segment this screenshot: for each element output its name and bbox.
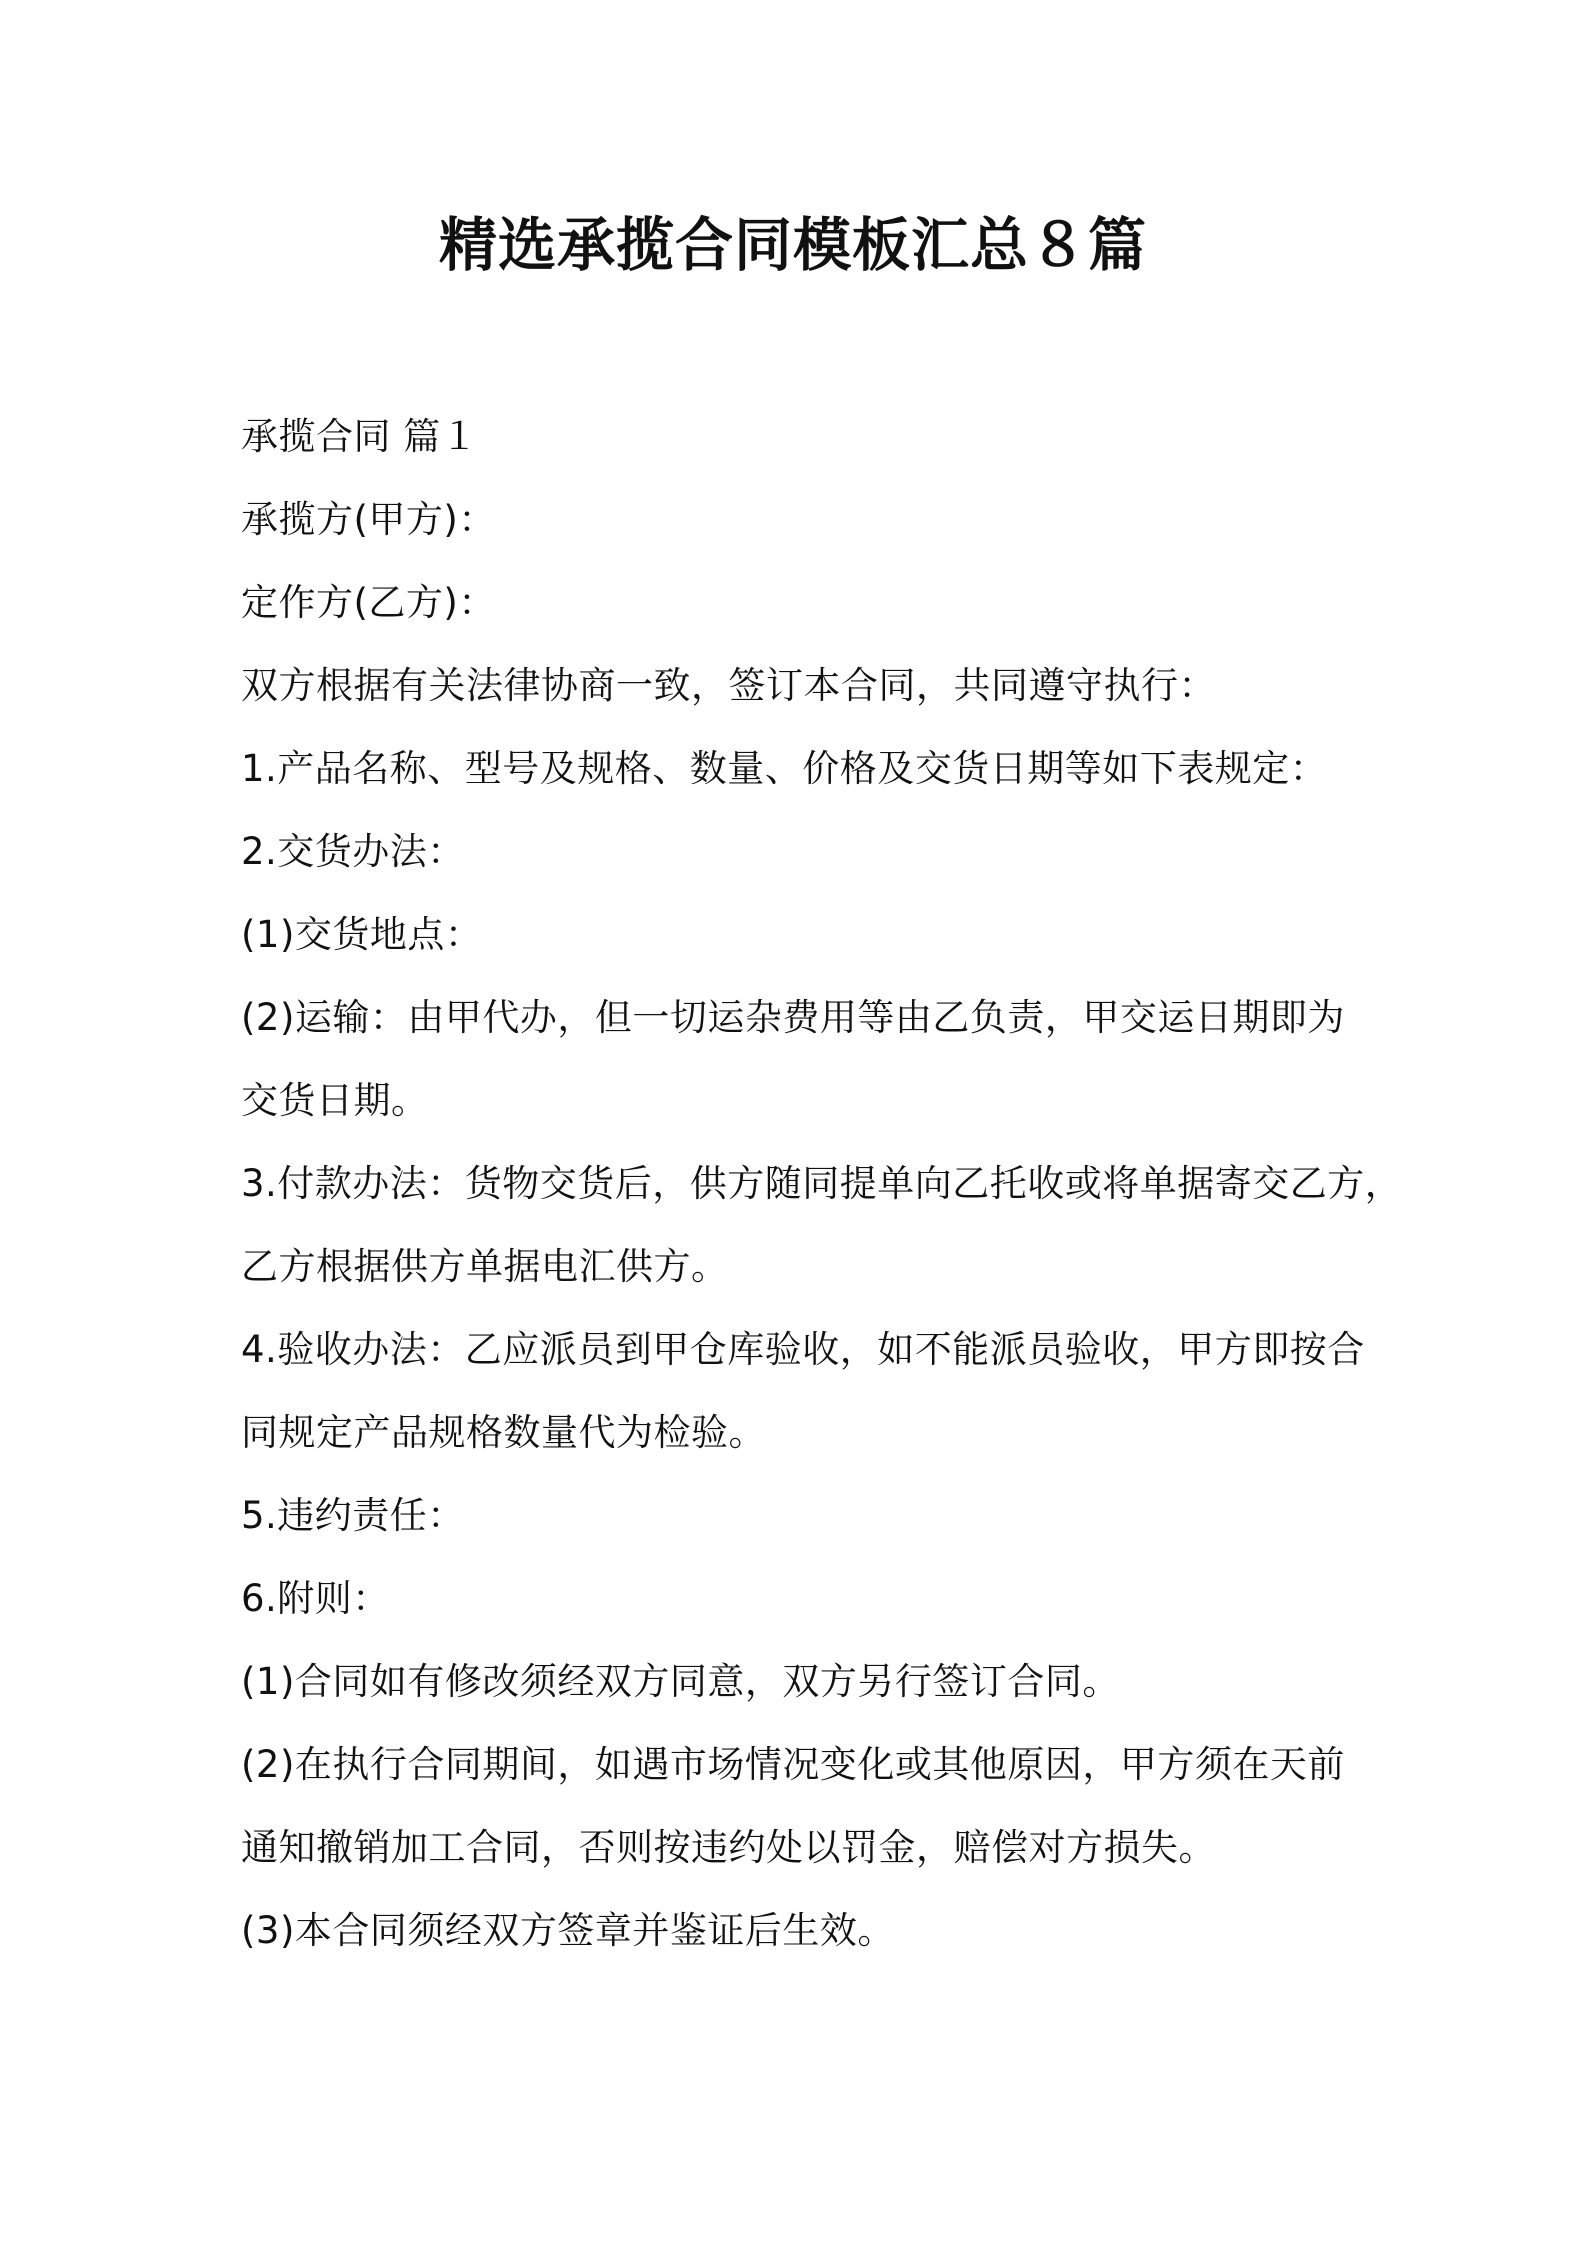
document-body [241, 395, 1403, 1972]
text-line-clause-5: 5.违约责任： [241, 1494, 465, 1537]
text-line-clause-2-2-cont: 交货日期。 [241, 1079, 429, 1122]
document-title: 精选承揽合同模板汇总８篇 [438, 211, 1147, 279]
text-line-clause-4: 4.验收办法：乙应派员到甲仓库验收，如不能派员验收，甲方即按合 [241, 1328, 1365, 1371]
text-line-clause-3: 3.付款办法：货物交货后，供方随同提单向乙托收或将单据寄交乙方， [241, 1162, 1403, 1205]
text-line-clause-2-1: (1)交货地点： [241, 913, 483, 956]
text-line-clause-3-cont: 乙方根据供方单据电汇供方。 [241, 1245, 729, 1288]
text-line-clause-6: 6.附则： [241, 1577, 390, 1620]
text-line-party-b: 定作方(乙方)： [241, 581, 496, 624]
text-line-clause-6-2: (2)在执行合同期间，如遇市场情况变化或其他原因，甲方须在天前 [241, 1743, 1345, 1786]
text-line-clause-6-3: (3)本合同须经双方签章并鉴证后生效。 [241, 1909, 895, 1952]
text-line-clause-6-1: (1)合同如有修改须经双方同意，双方另行签订合同。 [241, 1660, 1120, 1703]
text-line-clause-6-2-cont: 通知撤销加工合同，否则按违约处以罚金，赔偿对方损失。 [241, 1826, 1216, 1869]
text-line-preamble: 双方根据有关法律协商一致，签订本合同，共同遵守执行： [241, 664, 1216, 707]
text-line-clause-4-cont: 同规定产品规格数量代为检验。 [241, 1411, 766, 1454]
text-line-clause-2: 2.交货办法： [241, 830, 465, 873]
text-line-clause-2-2: (2)运输：由甲代办，但一切运杂费用等由乙负责，甲交运日期即为 [241, 996, 1345, 1039]
text-line-clause-1: 1.产品名称、型号及规格、数量、价格及交货日期等如下表规定： [241, 747, 1328, 790]
text-line-party-a: 承揽方(甲方)： [241, 498, 496, 541]
text-line-section-heading: 承揽合同 篇１ [241, 415, 479, 458]
